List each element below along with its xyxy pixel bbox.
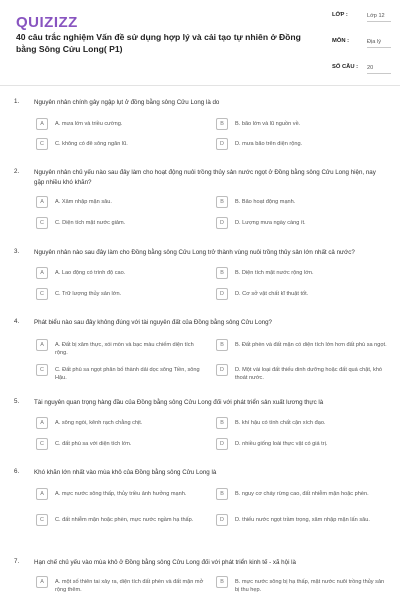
question-3 [0,236,400,306]
option-text: C. đất nhiễm mặn hoặc phèn, mực nước ngầm hạ thấp. [55,517,194,523]
option-text: A. Xâm nhập mặn sâu. [55,199,112,205]
question-7 [0,546,400,600]
option-text: A. mưa lớn và triều cường. [55,121,123,127]
option-b[interactable] [216,196,388,212]
option-b[interactable] [216,417,388,433]
question-text: Tài nguyên quan trọng hàng đầu của Đồng bằng sông Cửu Long đối với phát triển sản xuất lương thực là [34,399,324,406]
meta-subject [332,38,392,64]
option-letter-box: B [216,118,228,130]
option-d[interactable] [216,438,388,454]
option-letter-box: D [216,138,228,150]
option-text: B. nguy cơ cháy rừng cao, đất nhiễm mặn hoặc phèn. [235,491,369,497]
question-text: Nguyên nhân nào sau đây làm cho Đồng bằng sông Cửu Long trở thành vùng nuôi trồng thủy sản lớn nhất cả nước? [34,249,355,256]
option-letter-box: A [36,196,48,208]
quiz-header [0,0,400,86]
question-text: Nguyên nhân chính gây ngập lụt ở đồng bằng sông Cửu Long là do [34,99,220,106]
question-6 [0,456,400,546]
quiz-meta [332,12,392,84]
option-letter-box: C [36,438,48,450]
meta-class-label: LỚP : [332,12,348,18]
question-text: Hạn chế chủ yếu vào mùa khô ở Đồng bằng sông Cửu Long đối với phát triển kinh tế - xã hội là [34,559,296,566]
option-letter-box: C [36,217,48,229]
question-number: 6. [14,468,20,475]
option-text: A. sông ngòi, kênh rạch chằng chịt. [55,420,143,426]
option-c[interactable] [36,514,206,530]
question-number: 1. [14,98,20,105]
option-a[interactable] [36,488,206,504]
option-letter-box: B [216,417,228,429]
question-5 [0,386,400,456]
option-letter-box: B [216,576,228,588]
option-letter-box: C [36,514,48,526]
option-d[interactable] [216,138,388,154]
option-letter-box: B [216,488,228,500]
option-letter-box: C [36,138,48,150]
option-letter-box: B [216,339,228,351]
option-c[interactable] [36,138,206,154]
option-d[interactable] [216,514,388,530]
option-text: C. không có đê sông ngăn lũ. [55,141,128,147]
question-text: Phát biểu nào sau đây không đúng với tài nguyên đất của Đồng bằng sông Cửu Long? [34,319,273,326]
option-letter-box: A [36,267,48,279]
option-b[interactable] [216,576,388,592]
option-d[interactable] [216,288,388,304]
meta-subject-label: MÔN : [332,38,350,44]
option-b[interactable] [216,118,388,134]
option-letter-box: D [216,288,228,300]
option-letter-box: A [36,576,48,588]
option-text: C. Đất phù sa ngọt phân bố thành dải dọc sông Tiền, sông Hậu. [55,367,200,381]
option-b[interactable] [216,267,388,283]
option-letter-box: C [36,364,48,376]
option-text: D. mưa bão trên diện rộng. [235,141,303,147]
meta-count-value: 20 [367,64,391,74]
option-text: D. Cơ sở vật chất kĩ thuật tốt. [235,291,309,297]
option-text: B. mực nước sông bị hạ thấp, mặt nước nuôi trồng thủy sản bị thu hẹp. [235,579,385,593]
option-letter-box: B [216,196,228,208]
option-text: A. Đất bị xâm thực, xói mòn và bạc màu chiếm diện tích rộng. [55,342,194,356]
option-a[interactable] [36,339,206,355]
option-text: A. một số thiên tai xảy ra, diện tích đất phèn và đất mặn mở rộng thêm. [55,579,204,593]
question-4 [0,306,400,386]
option-letter-box: D [216,514,228,526]
option-text: D. Một vài loại đất thiếu dinh dưỡng hoặc đất quá chặt, khó thoát nước. [235,367,383,381]
quiz-title: 40 câu trắc nghiệm Vấn đề sử dụng hợp lý và cải tạo tự nhiên ở Đồng bằng Sông Cửu Long( P1) [16,32,301,54]
meta-count-label: SỐ CÂU : [332,64,359,70]
meta-class [332,12,392,38]
option-text: B. Diện tích mặt nước rộng lớn. [235,270,314,276]
question-number: 7. [14,558,20,565]
option-c[interactable] [36,217,206,233]
option-b[interactable] [216,339,388,355]
question-list [0,86,400,600]
option-d[interactable] [216,217,388,233]
option-text: D. Lượng mưa ngày càng ít. [235,220,306,226]
question-number: 5. [14,398,20,405]
option-text: B. khí hậu có tính chất cận xích đạo. [235,420,326,426]
option-b[interactable] [216,488,388,504]
option-text: B. bão lớn và lũ nguồn về. [235,121,301,127]
meta-subject-value: Địa lý [367,38,391,48]
option-text: C. đất phù sa với diện tích lớn. [55,441,132,447]
option-text: A. mực nước sông thấp, thủy triều ảnh hưởng mạnh. [55,491,187,497]
option-c[interactable] [36,364,206,380]
option-letter-box: A [36,488,48,500]
option-c[interactable] [36,288,206,304]
option-letter-box: A [36,118,48,130]
option-letter-box: A [36,417,48,429]
option-a[interactable] [36,267,206,283]
option-text: D. nhiều giống loài thực vật có giá trị. [235,441,328,447]
option-d[interactable] [216,364,388,380]
question-number: 2. [14,168,20,175]
question-number: 4. [14,318,20,325]
meta-count [332,64,392,84]
option-a[interactable] [36,417,206,433]
option-letter-box: D [216,364,228,376]
option-a[interactable] [36,196,206,212]
option-text: A. Lao động có trình độ cao. [55,270,126,276]
meta-class-value: Lớp 12 [367,12,391,22]
option-c[interactable] [36,438,206,454]
question-1 [0,86,400,156]
option-text: C. Trữ lượng thủy sản lớn. [55,291,122,297]
option-text: B. Đất phèn và đất mặn có diện tích lớn hơn đất phù sa ngọt. [235,342,387,348]
question-number: 3. [14,248,20,255]
option-letter-box: A [36,339,48,351]
question-text: Khó khăn lớn nhất vào mùa khô của Đồng bằng sông Cửu Long là [34,469,217,476]
option-letter-box: C [36,288,48,300]
option-a[interactable] [36,118,206,134]
option-letter-box: B [216,267,228,279]
question-text: Nguyên nhân chủ yếu nào sau đây làm cho hoạt động nuôi trồng thủy sản nước ngọt ở Đồng bằng sông Cửu Long hiện, nay gặp nhiều khó khăn? [34,169,376,186]
option-text: B. Bão hoạt động mạnh. [235,199,296,205]
quizizz-logo[interactable]: QUIZIZZ [16,14,78,31]
question-2 [0,156,400,236]
option-text: C. Diện tích mặt nước giảm. [55,220,126,226]
option-text: D. thiếu nước ngọt trầm trọng, xâm nhập mặn lấn sâu. [235,517,370,523]
option-letter-box: D [216,438,228,450]
option-letter-box: D [216,217,228,229]
option-a[interactable] [36,576,206,592]
